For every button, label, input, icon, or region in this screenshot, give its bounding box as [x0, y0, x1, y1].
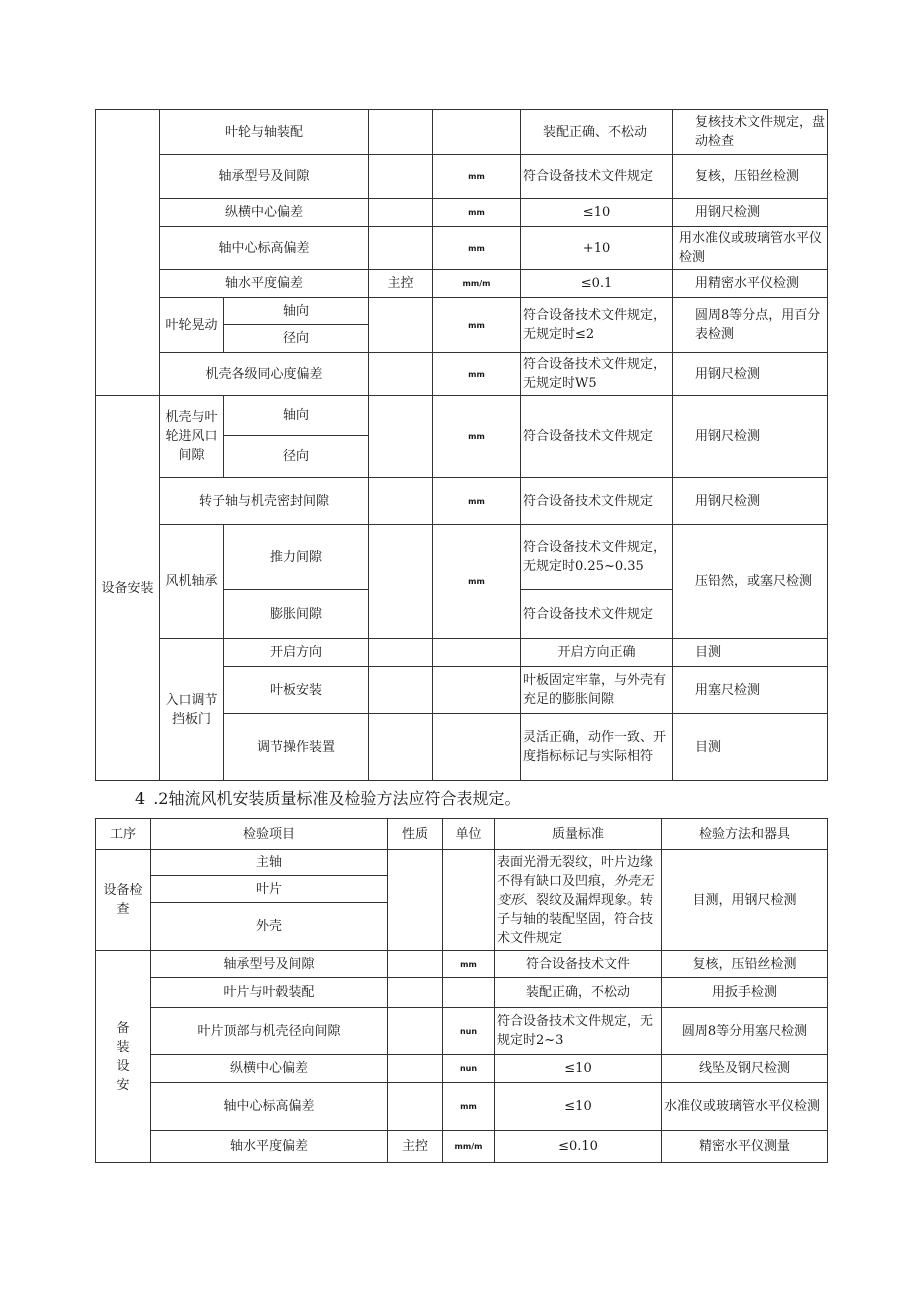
- standard-cell: 装配正确，不松动: [495, 978, 662, 1008]
- table-header-row: [96, 819, 828, 850]
- nature-cell: [369, 353, 433, 396]
- header-item: 检验项目: [151, 819, 388, 850]
- unit-cell: mm: [443, 951, 495, 978]
- sub-item-label: 膨胀间隙: [224, 590, 369, 639]
- unit-cell: mm: [433, 298, 521, 353]
- process-char: 装: [116, 1039, 130, 1055]
- nature-cell: [369, 639, 433, 667]
- item-label: 叶片与叶毂装配: [151, 978, 388, 1008]
- method-cell: 用扳手检测: [662, 978, 828, 1008]
- unit-cell: mm: [443, 1083, 495, 1131]
- unit-cell: mm: [433, 155, 521, 199]
- standard-part-a: 表面光滑无裂纹，叶片边缘不得有缺口及凹痕，: [497, 854, 654, 889]
- table-axial-fan: [95, 818, 828, 1163]
- method-cell: 复核技术文件规定，盘动检查: [673, 110, 828, 155]
- process-char: 设: [116, 1058, 130, 1074]
- method-cell: 水准仪或玻璃管水平仪检测: [662, 1083, 828, 1131]
- standard-cell: 装配正确、不松动: [521, 110, 673, 155]
- unit-cell: mm: [433, 199, 521, 227]
- nature-cell: [388, 1055, 443, 1083]
- method-cell: 目测: [673, 714, 828, 781]
- item-label: 轴中心标高偏差: [151, 1083, 388, 1131]
- method-cell: 线坠及钢尺检测: [662, 1055, 828, 1083]
- nature-cell: [388, 1008, 443, 1055]
- unit-cell: mm: [433, 396, 521, 478]
- method-cell: 复核，压铅丝检测: [673, 155, 828, 199]
- unit-cell: mm: [433, 227, 521, 270]
- method-cell: 目测，用钢尺检测: [662, 850, 828, 951]
- unit-cell: [443, 850, 495, 951]
- standard-cell: ≤0.10: [495, 1131, 662, 1163]
- table-centrifugal-fan: [95, 109, 828, 781]
- standard-cell: ≤0.1: [521, 270, 673, 298]
- unit-cell: mm/m: [433, 270, 521, 298]
- nature-cell: 主控: [369, 270, 433, 298]
- standard-cell: 符合设备技术文件规定: [521, 396, 673, 478]
- header-nature: 性质: [388, 819, 443, 850]
- sub-item-label: 轴向: [224, 396, 369, 436]
- nature-cell: 主控: [388, 1131, 443, 1163]
- process-label: 设备检查: [96, 850, 151, 951]
- caption-text: .2轴流风机安装质量标准及检验方法应符合表规定。: [153, 789, 521, 808]
- process-char: 备: [116, 1020, 130, 1036]
- sub-item-label: 推力间隙: [224, 525, 369, 590]
- standard-cell: 符合设备技术文件: [495, 951, 662, 978]
- nature-cell: [388, 978, 443, 1008]
- nature-cell: [369, 714, 433, 781]
- standard-cell: 符合设备技术文件规定: [521, 590, 673, 639]
- item-label: 轴水平度偏差: [151, 1131, 388, 1163]
- standard-cell: 符合设备技术文件规定: [521, 478, 673, 525]
- item-label: 风机轴承: [160, 525, 224, 639]
- header-method: 检验方法和器具: [662, 819, 828, 850]
- unit-cell: nun: [443, 1008, 495, 1055]
- method-cell: 目测: [673, 639, 828, 667]
- item-label: 叶片: [151, 876, 388, 903]
- standard-cell: ≤10: [495, 1083, 662, 1131]
- item-label: 纵横中心偏差: [160, 199, 369, 227]
- unit-cell: mm: [433, 353, 521, 396]
- standard-cell: 符合设备技术文件规定，无规定时2~3: [495, 1008, 662, 1055]
- nature-cell: [369, 396, 433, 478]
- item-label: 轴承型号及间隙: [151, 951, 388, 978]
- method-cell: 用钢尺检测: [673, 353, 828, 396]
- nature-cell: [369, 199, 433, 227]
- item-label: 叶轮与轴装配: [160, 110, 369, 155]
- unit-cell: [433, 110, 521, 155]
- sub-item-label: 轴向: [224, 298, 369, 325]
- standard-cell: 开启方向正确: [521, 639, 673, 667]
- item-label: 轴承型号及间隙: [160, 155, 369, 199]
- section-caption: [135, 789, 520, 809]
- standard-cell: 符合设备技术文件规定: [521, 155, 673, 199]
- nature-cell: [388, 1083, 443, 1131]
- unit-cell: [433, 639, 521, 667]
- sub-item-label: 调节操作装置: [224, 714, 369, 781]
- method-cell: 圆周8等分点，用百分表检测: [673, 298, 828, 353]
- nature-cell: [369, 155, 433, 199]
- item-label: 纵横中心偏差: [151, 1055, 388, 1083]
- method-cell: 用塞尺检测: [673, 667, 828, 714]
- item-label: 入口调节挡板门: [160, 639, 224, 781]
- method-cell: 用钢尺检测: [673, 478, 828, 525]
- nature-cell: [388, 951, 443, 978]
- standard-part-b: 外壳无变形: [497, 873, 654, 908]
- header-standard: 质量标准: [495, 819, 662, 850]
- process-label: 设备安装: [96, 396, 160, 781]
- method-cell: 圆周8等分用塞尺检测: [662, 1008, 828, 1055]
- item-label: 轴水平度偏差: [160, 270, 369, 298]
- standard-cell: [495, 850, 662, 951]
- nature-cell: [369, 525, 433, 639]
- process-cell-blank: [96, 110, 160, 396]
- nature-cell: [369, 298, 433, 353]
- method-cell: 用钢尺检测: [673, 396, 828, 478]
- method-cell: 压铅然，或塞尺检测: [673, 525, 828, 639]
- standard-cell: 灵活正确，动作一致、开度指标标记与实际相符: [521, 714, 673, 781]
- nature-cell: [369, 110, 433, 155]
- sub-item-label: 径向: [224, 325, 369, 353]
- sub-item-label: 径向: [224, 436, 369, 478]
- standard-cell: ≤10: [521, 199, 673, 227]
- item-label: 转子轴与机壳密封间隙: [160, 478, 369, 525]
- standard-cell: 符合设备技术文件规定，无规定时≤2: [521, 298, 673, 353]
- unit-cell: [433, 667, 521, 714]
- method-cell: 用精密水平仪检测: [673, 270, 828, 298]
- nature-cell: [388, 850, 443, 951]
- standard-cell: 符合设备技术文件规定，无规定时0.25~0.35: [521, 525, 673, 590]
- unit-cell: [433, 714, 521, 781]
- item-label: 机壳与叶轮进风口间隙: [160, 396, 224, 478]
- unit-cell: mm/m: [443, 1131, 495, 1163]
- method-cell: 用钢尺检测: [673, 199, 828, 227]
- item-label: 主轴: [151, 850, 388, 876]
- method-cell: 用水准仪或玻璃管水平仪检测: [673, 227, 828, 270]
- item-label: 叶轮晃动: [160, 298, 224, 353]
- item-label: 机壳各级同心度偏差: [160, 353, 369, 396]
- unit-cell: [443, 978, 495, 1008]
- sub-item-label: 开启方向: [224, 639, 369, 667]
- item-label: 轴中心标高偏差: [160, 227, 369, 270]
- nature-cell: [369, 478, 433, 525]
- nature-cell: [369, 227, 433, 270]
- item-label: 外壳: [151, 903, 388, 951]
- process-char: 安: [116, 1077, 130, 1093]
- standard-part-c: 、裂纹及漏焊现象。转子与轴的装配坚固，符合技术文件规定: [497, 892, 654, 946]
- nature-cell: [369, 667, 433, 714]
- method-cell: 精密水平仪测量: [662, 1131, 828, 1163]
- unit-cell: nun: [443, 1055, 495, 1083]
- standard-cell: ≤10: [495, 1055, 662, 1083]
- caption-number: 4: [135, 789, 146, 808]
- process-label: [96, 951, 151, 1163]
- header-unit: 单位: [443, 819, 495, 850]
- standard-cell: +10: [521, 227, 673, 270]
- unit-cell: mm: [433, 478, 521, 525]
- header-process: 工序: [96, 819, 151, 850]
- method-cell: 复核，压铅丝检测: [662, 951, 828, 978]
- sub-item-label: 叶板安装: [224, 667, 369, 714]
- item-label: 叶片顶部与机壳径向间隙: [151, 1008, 388, 1055]
- standard-cell: 符合设备技术文件规定，无规定时W5: [521, 353, 673, 396]
- standard-cell: 叶板固定牢靠，与外壳有充足的膨胀间隙: [521, 667, 673, 714]
- unit-cell: mm: [433, 525, 521, 639]
